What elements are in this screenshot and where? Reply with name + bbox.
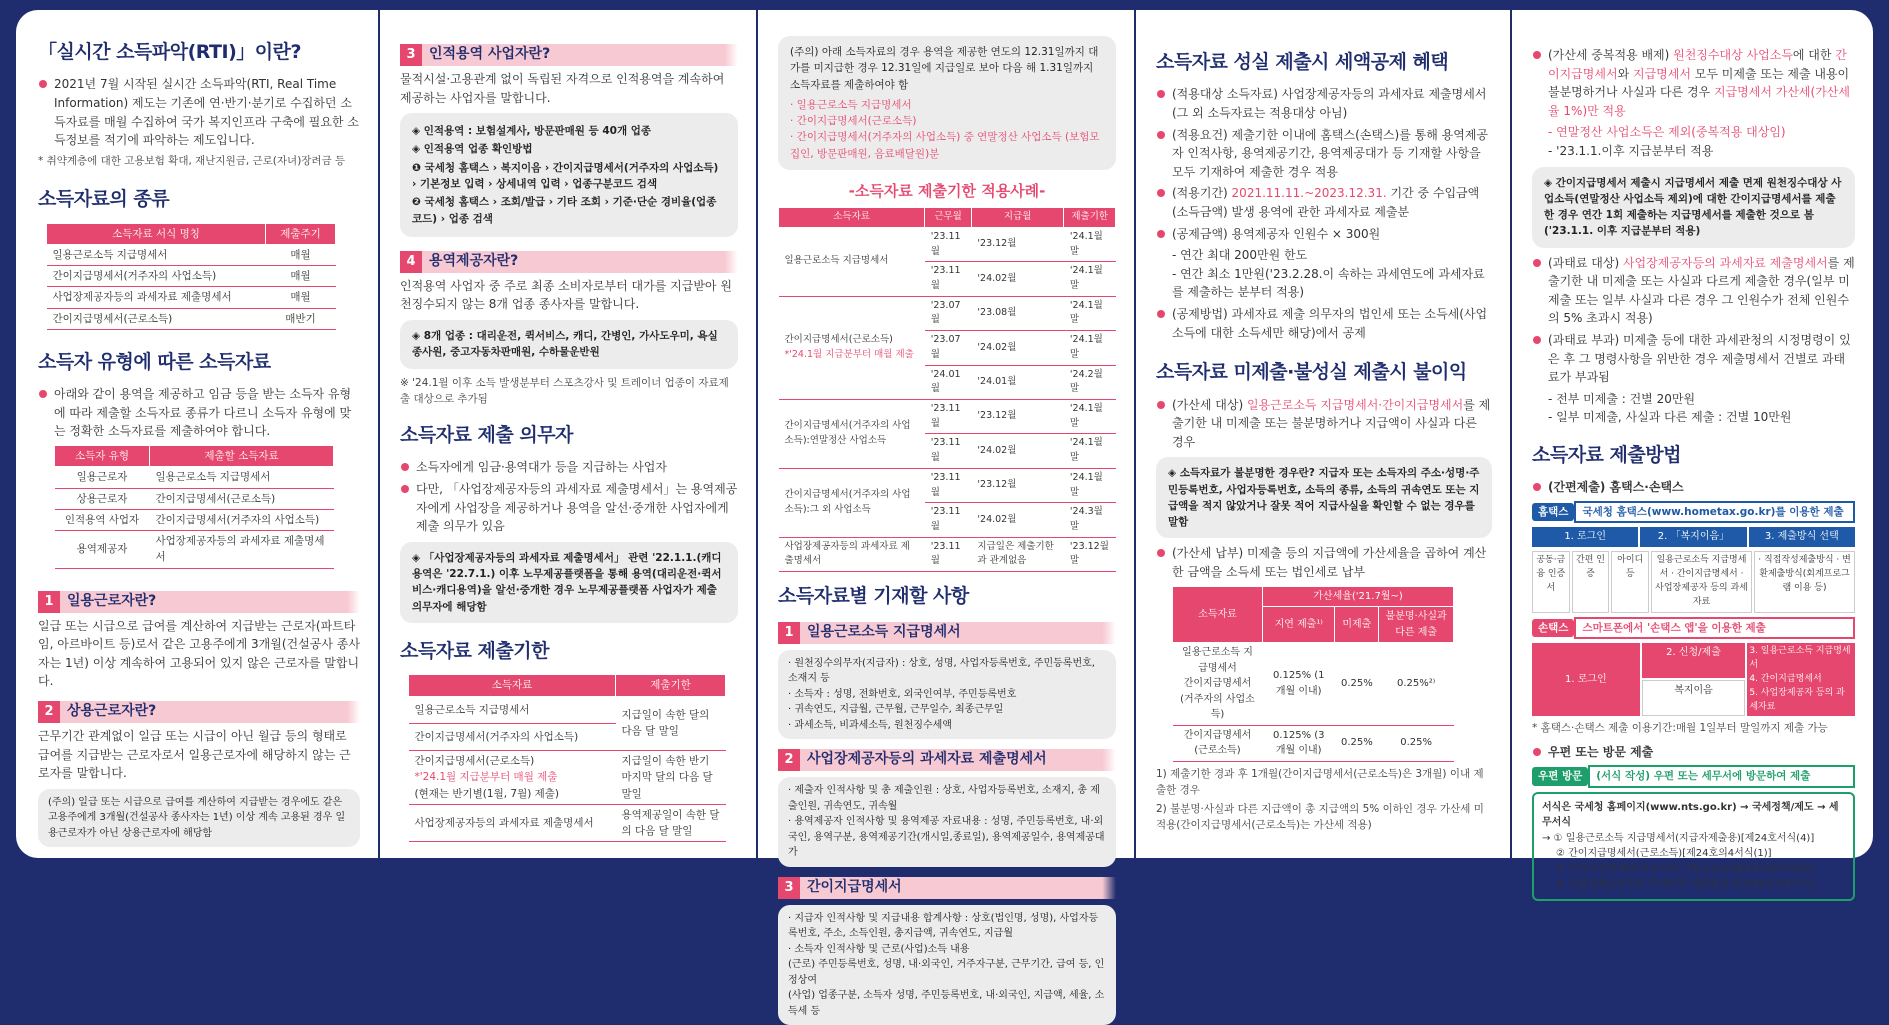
table-cell: 지급일이 속한 반기 마지막 달의 다음 달 말일 [616,751,726,805]
text-span: (가산세 중복적용 배제) [1548,48,1674,62]
items-title: 소득자료별 기재할 사항 [778,585,969,608]
item-line: · 원천징수의무자(지급자) : 상호, 성명, 사업자등록번호, 주민등록번호, 소재지 등 [788,657,1095,685]
method-easy: (간편제출) 홈택스·손택스 [1532,478,1855,497]
table-cell: 0.25% [1335,725,1379,761]
footnote: 2) 불분명·사실과 다른 지급액이 총 지급액의 5% 이하인 경우 가산세 미적용(간이지급명세서(근로소득)는 가산세 적용) [1156,803,1484,832]
step-group [1642,643,1746,717]
deadline-title: 소득자료 제출기한 [400,639,549,662]
earner-type-title: 소득자 유형에 따른 소득자료 [38,350,271,373]
table-cell: 0.125% (1개월 이내) [1263,643,1335,726]
table-cell: 일용근로소득 지급명세서 [150,467,334,488]
post-line: ② 간이지급명세서(근로소득)[제24호의4서식(1)] [1556,848,1772,860]
text-span: 를 제출기한 내 미제출 또는 불분명하거나 지급액이 사실과 다른 경우 [1172,397,1491,449]
duty-item: 소득자에게 임금·용역대가 등을 지급하는 사업자 [400,458,738,477]
item-line: (근로) 주민등록번호, 성명, 내·외국인, 거주자구분, 근무기간, 급여 등, 인정상여 [788,959,1105,986]
box-line: ❶ 국세청 홈택스 › 복지이음 › 간이지급명세서(거주자의 사업소득) › 기본정보 입력 › 상세내역 입력 › 업종구분코드 검색 [412,161,719,190]
sontax-note: * 홈택스·손택스 제출 이용기간:매월 1일부터 말일까지 제출 가능 [1532,722,1828,735]
text-span: 지급명세서 가산세(가산세율 1%)만 적용 [1548,85,1850,118]
sontax-steps [1532,643,1855,717]
regular-worker-note: (주의) 일급 또는 시급으로 급여를 계산하여 지급받는 경우에도 같은 고용주에게 3개월(건설공사 종사자는 1년) 이상 계속 고용된 경우 일용근로자가 아닌 상용근로자에 해당함 [38,789,360,848]
section-title: 사업장제공자등의 과세자료 제출명세서 [807,751,1047,768]
table-row [55,488,334,509]
text-span: 간이지급명세서 [1548,48,1847,81]
step: 3. 제출방식 선택 [1749,527,1855,547]
table-row [409,751,726,805]
substep: 일용근로소득 지급명세서 · 간이지급명세서 · 사업장제공자 등의 과세자료 [1651,551,1752,613]
fine-sub: - 일부 미제출, 사실과 다른 제출 : 건별 10만원 [1548,410,1792,425]
table-cell [779,296,925,399]
table-cell: 매월 [266,287,336,308]
table-cell: '23.07월 [925,331,972,365]
post-text: (서식 작성) 우편 또는 세무서에 방문하여 제출 [1588,765,1855,787]
col-header: 제출할 소득자료 [150,446,334,467]
table-cell: 일용근로소득 지급명세서 [779,227,925,296]
table-cell: '24.02월 [971,434,1064,468]
penalty-item: (가산세 납부) 미제출 등의 지급액에 가산세율을 곱하여 계산한 금액을 소득세 또는 법인세로 납부 [1156,544,1492,581]
regular-worker-desc: 근무기간 관계없이 일급 또는 시급이 아닌 월급 등의 형태로 급여를 지급받는 근로자로서 일용근로자에 해당하지 않는 근로자를 말합니다. [38,729,351,781]
table-cell: 사업장제공자등의 과세자료 제출명세서 [47,287,266,308]
item-1-box [778,650,1116,740]
post-line: 서식은 국세청 홈페이지(www.nts.go.kr) → 국세정책/제도 → 세무서식 [1542,801,1839,829]
case-title: -소득자료 제출기한 적용사례- [848,181,1046,200]
table-row [779,296,1116,330]
hometax-steps [1532,527,1855,547]
table-row [55,531,334,569]
deadline-table [408,674,726,842]
cell-line: 간이지급명세서(근로소득) [784,334,893,346]
section-day-worker [38,591,360,613]
penalty-rate-table [1172,586,1454,762]
caution-box [778,36,1116,170]
duty-item: 다만, 「사업장제공자등의 과세자료 제출명세서」는 용역제공자에게 사업장을 제공하거나 용역을 알선·중개한 사업자에게 제출 의무가 있음 [400,480,738,536]
benefit-item: (적용요건) 제출기한 이내에 홈택스(손택스)를 통해 용역제공자 인적사항, 용역제공기간, 용역제공대가 등 기재할 사항을 모두 기재하여 제출한 경우 적용 [1156,126,1492,182]
col-header: 불분명·사실과 다른 제출 [1379,607,1454,643]
personal-service-box [400,113,738,237]
text-span: 지급명세서 [1632,66,1691,81]
text-span: 일용근로소득 지급명세서·간이지급명세서 [1246,397,1464,412]
table-cell: '23.12월말 [1064,537,1116,571]
box-line: ❷ 국세청 홈택스 › 조회/발급 › 기타 조회 › 기준·단순 경비율(업종코드) › 업종 검색 [412,196,717,225]
table-row [779,468,1116,502]
item-line: · 용역제공자 인적사항 및 용역제공 자료내용 : 성명, 주민등록번호, 내·외국인, 용역구분, 용역제공기간(개시일,종료일), 용역제공일수, 용역제공대가 [788,816,1105,859]
earner-type-desc: 아래와 같이 용역을 제공하고 임금 등을 받는 소득자 유형에 따라 제출할 소득자료 종류가 다르니 소득자 유형에 맞는 정확한 소득자료를 제출하여야 합니다. [38,385,360,441]
section-item-2 [778,749,1116,771]
table-row [779,537,1116,571]
column-5 [1510,10,1873,891]
method-post: 우편 또는 방문 제출 [1532,743,1855,762]
text-span: 에 대한 [1792,48,1836,62]
table-cell: 지급일이 속한 달의 다음 달 말일 [616,696,726,751]
table-cell: '23.11월 [925,503,972,537]
table-cell: 0.25%²⁾ [1379,643,1454,726]
benefit-item [1156,184,1492,221]
caution-item: · 간이지급명세서(근로소득) [790,115,917,128]
col-header: 제출주기 [266,223,336,244]
table-cell: 용역제공일이 속한 달의 다음 달 말일 [616,804,726,842]
table-cell: '24.1월말 [1064,468,1116,502]
table-cell: '23.11월 [925,434,972,468]
benefit-item: (공제금액) 용역제공자 인원수 × 300원 [1156,225,1492,244]
table-cell: 간이지급명세서 (근로소득) [1173,725,1263,761]
table-row [779,400,1116,434]
table-cell: 일용근로자 [55,467,150,488]
text-span: (적용기간) [1172,186,1232,201]
item-line: · 지급자 인적사항 및 지급내용 합계사항 : 상호(법인명, 성명), 사업자등록번호, 주소, 소득인원, 총지급액, 귀속연도, 지급월 [788,912,1099,940]
cell-line: 간이지급명세서 (거주자의 사업소득) [1180,678,1255,721]
fine-item [1532,254,1855,328]
table-cell: '24.2월말 [1064,365,1116,399]
rti-footnote: * 취약계층에 대한 고용보험 확대, 재난지원금, 근로(자녀)장려금 등 [38,154,346,167]
item-line: · 소득자 인적사항 및 근로(사업)소득 내용 [788,943,970,955]
table-cell: 간이지급명세서(거주자의 사업소득):연말정산 사업소득 [779,400,925,469]
income-types-title: 소득자료의 종류 [38,188,170,211]
table-cell: '24.1월말 [1064,262,1116,296]
table-cell: '24.1월말 [1064,400,1116,434]
section-number: 2 [778,749,800,771]
step: 1. 로그인 [1532,643,1640,717]
text-span: 를 제출기한 내 미제출 또는 사실과 다르게 제출한 경우(일부 미제출 또는 일부 사실과 다른 경우 그 인원수가 전체 인원수의 5% 초과시 적용) [1548,255,1855,326]
section-number: 1 [38,591,60,613]
table-row [47,287,336,308]
table-cell: '23.11월 [925,262,972,296]
earner-type-table [54,445,334,569]
hometax-row [1532,501,1855,523]
table-cell: '24.01월 [971,365,1064,399]
section-title: 상용근로자란? [67,703,157,720]
dup-penalty-item [1532,46,1855,120]
cell-line: 간이지급명세서(근로소득) [414,755,535,768]
col-header: 소득자료 서식 명칭 [47,223,266,244]
table-cell: 간이지급명세서(근로소득) [47,308,266,329]
benefit-item: (공제방법) 과세자료 제출 의무자의 법인세 또는 소득세(사업소득에 대한 소득세만 해당)에서 공제 [1156,305,1492,342]
text-span: 2021.11.11.~2023.12.31. [1231,186,1387,201]
day-worker-desc: 일급 또는 시급으로 급여를 계산하여 지급받는 근로자(파트타임, 아르바이트 등)로서 같은 고용주에게 3개월(건설공사 종사자는 1년) 이상 계속하여 고용되어 있지 않은 근로자를 말합니다. [38,618,360,689]
table-cell: 간이지급명세서(거주자의 사업소득):그 외 사업소득 [779,468,925,537]
caution-item: · 일용근로소득 지급명세서 [790,98,912,111]
item-2-box [778,777,1116,867]
exemption-box: ◈ 간이지급명세서 제출시 지급명세서 제출 면제 원천징수대상 사업소득(연말정산 사업소득 제외)에 대한 간이지급명세서를 제출한 경우 연간 1회 제출하는 지급명세서를 제출한 것으로 봄('23.1.1. 이후 지급분부터 적용) [1532,167,1855,248]
table-cell: '24.3월말 [1064,503,1116,537]
dup-sub: - '23.1.1.이후 지급분부터 적용 [1548,143,1714,158]
table-cell: 일용근로소득 지급명세서 [47,244,266,265]
section-number: 2 [38,701,60,723]
table-cell: 매월 [266,266,336,287]
col-header: 소득자료 [409,675,616,696]
text-span: 와 [1617,66,1633,81]
col-header: 제출기한 [1064,208,1116,228]
table-cell: 인적용역 사업자 [55,509,150,530]
substep: 간편 인증 [1572,551,1610,613]
table-cell: '24.1월말 [1064,227,1116,261]
section-item-3 [778,877,1116,899]
step: 3. 일용근로소득 지급명세서 4. 간이지급명세서 5. 사업장제공자 등의 과세자료 [1747,643,1855,717]
method-title: 소득자료 제출방법 [1532,443,1681,466]
table-cell: 사업장제공자등의 과세자료 제출명세서 [779,537,925,571]
duty-title: 소득자료 제출 의무자 [400,424,573,447]
table-cell: '24.1월말 [1064,296,1116,330]
table-cell: 사업장제공자등의 과세자료 제출명세서 [409,804,616,842]
text-span: 원천징수대상 사업소득 [1673,48,1793,62]
section-number: 3 [400,44,422,66]
post-tag: 우편 방문 [1532,767,1588,785]
section-personal-service [400,44,738,66]
section-regular-worker [38,701,360,723]
fine-item: (과태료 부과) 미제출 등에 대한 과세관청의 시정명령이 있은 후 그 명령사항을 위반한 경우 제출명세서 건별로 과태료가 부과됨 [1532,331,1855,387]
table-row [409,804,726,842]
section-number: 4 [400,251,422,273]
hometax-substeps [1532,551,1855,613]
substep: 복지이음 [1642,680,1746,717]
personal-service-desc: 물적시설·고용관계 없이 독립된 자격으로 인적용역을 계속하여 제공하는 사업자를 말합니다. [400,72,725,105]
unclear-box: ◈ 소득자료가 불분명한 경우란? 지급자 또는 소득자의 주소·성명·주민등록번호, 사업자등록번호, 소득의 종류, 소득의 귀속연도 또는 지급액을 적지 않았거나 잘못 적어 지급사실을 확인할 수 없는 경우를 말함 [1156,457,1492,538]
benefit-item: (적용대상 소득자료) 사업장제공자등의 과세자료 제출명세서 (그 외 소득자료는 적용대상 아님) [1156,85,1492,122]
table-row [47,266,336,287]
table-cell: 사업장제공자등의 과세자료 제출명세서 [150,531,334,569]
col-header: 가산세율('21.7월~) [1263,586,1454,607]
dup-sub: - 연말정산 사업소득은 제외(중복적용 대상임) [1548,125,1786,140]
substep: · 직접작성제출방식 · 변환제출방식(회계프로그램 이용 등) [1754,551,1855,613]
fine-sub: - 전부 미제출 : 건별 20만원 [1548,391,1696,406]
section-title: 인적용역 사업자란? [429,46,551,63]
sontax-tag: 손택스 [1532,619,1574,637]
item-line: · 귀속연도, 지급월, 근무월, 근무일수, 최종근무일 [788,704,1004,716]
column-4 [1134,10,1510,858]
table-row [409,696,726,723]
table-cell: '23.08월 [971,296,1064,330]
column-1 [16,10,378,858]
col-header: 소득자료 [1173,586,1263,643]
post-line: ④ 사업장제공자등의 과세자료 제출명세서[제33호의2서식] [1556,879,1814,891]
post-line: → ① 일용근로소득 지급명세서(지급자제출용)[제24호서식(4)] [1542,832,1815,844]
caution-text: (주의) 아래 소득자료의 경우 용역을 제공한 연도의 12.31일까지 대가를 미지급한 경우 12.31일에 지급일로 보아 다음 해 1.31일까지 소득자료를 제출하여야 함 [790,46,1099,91]
sontax-row [1532,617,1855,639]
table-cell: '23.12월 [971,400,1064,434]
section-title: 용역제공자란? [429,252,519,269]
table-cell: 간이지급명세서(근로소득) [150,488,334,509]
table-cell: '24.01월 [925,365,972,399]
benefit-title: 소득자료 성실 제출시 세액공제 혜택 [1156,51,1449,73]
step: 2. 신청/제출 [1642,643,1746,678]
table-row [47,244,336,265]
section-title: 일용근로소득 지급명세서 [807,623,961,640]
table-cell: 0.25% [1335,643,1379,726]
table-cell: 간이지급명세서(거주자의 사업소득) [47,266,266,287]
footnote: 1) 제출기한 경과 후 1개월(간이지급명세서(근로소득)은 3개월) 이내 제출한 경우 [1156,767,1484,796]
table-cell: '23.12월 [971,227,1064,261]
text-span: 기간 중 수입금액(소득금액) 발생 용역에 관한 과세자료 제출분 [1172,186,1480,219]
rti-title: 「실시간 소득파악(RTI)」이란? [38,41,301,63]
col-header: 제출기한 [616,675,726,696]
hometax-tag: 홈택스 [1532,503,1574,521]
table-cell: 지급일은 제출기한과 관계없음 [971,537,1064,571]
item-line: · 과세소득, 비과세소득, 원천징수세액 [788,719,952,731]
table-cell [1173,643,1263,726]
col-header: 소득자 유형 [55,446,150,467]
table-cell: 0.25% [1379,725,1454,761]
cell-line: *'24.1월 지급분부터 매월 제출 [784,348,914,360]
table-cell [409,751,616,805]
substep: 공동·금융 인증서 [1532,551,1570,613]
box-line: ◈ 인적용역 업종 확인방법 [412,143,533,156]
service-provider-note: ※ '24.1월 이후 소득 발생분부터 스포츠강사 및 트레이너 업종이 자료제출 대상으로 추가됨 [400,376,729,405]
text-span: (가산세 대상) [1172,397,1247,412]
col-header: 근무월 [925,208,972,228]
hometax-text: 국세청 홈택스(www.hometax.go.kr)를 이용한 제출 [1574,501,1855,523]
section-service-provider [400,251,738,273]
table-cell: '24.02월 [971,331,1064,365]
benefit-sub: - 연간 최대 200만원 한도 [1172,248,1308,263]
table-row [779,227,1116,261]
table-cell: 매월 [266,244,336,265]
section-title: 간이지급명세서 [807,878,902,895]
cell-line: (현재는 반기별(1월, 7월) 제출) [414,787,560,800]
post-box [1532,792,1855,901]
table-cell: '23.11월 [925,227,972,261]
table-cell: '24.02월 [971,262,1064,296]
table-cell: '24.02월 [971,503,1064,537]
penalty-item [1156,396,1492,452]
service-provider-desc: 인적용역 사업자 중 주로 최종 소비자로부터 대가를 지급받아 원천징수되지 않는 8개 업종 종사자를 말합니다. [400,278,732,312]
table-cell: '23.07월 [925,296,972,330]
item-line: · 소득자 : 성명, 전화번호, 외국인여부, 주민등록번호 [788,688,1017,700]
table-cell: '23.12월 [971,468,1064,502]
column-3 [756,10,1134,1017]
col-header: 지연 제출¹⁾ [1263,607,1335,643]
section-number: 3 [778,877,800,899]
table-cell: 0.125% (3개월 이내) [1263,725,1335,761]
table-row [1173,725,1454,761]
benefit-sub: - 연간 최소 1만원('23.2.28.이 속하는 과세연도에 과세자료를 제출하는 분부터 적용) [1172,266,1485,300]
step: 1. 로그인 [1532,527,1638,547]
text-span: 모두 미제출 또는 제출 내용이 불분명하거나 사실과 다른 경우 [1548,66,1850,100]
rti-description: 2021년 7월 시작된 실시간 소득파악(RTI, Real Time Information) 제도는 기존에 연·반기·분기로 수집하던 소득자료를 매월 수집하여 국가 복지인프라 구축에 필요한 소득정보를 적기에 파악하는 제도입니다. [38,75,360,149]
table-cell: 매반기 [266,308,336,329]
step: 2. 「복지이음」 [1640,527,1746,547]
item-line: (사업) 업종구분, 소득자 성명, 주민등록번호, 내·외국인, 지급액, 세율, 소득세 등 [788,990,1105,1017]
case-table [778,207,1116,572]
table-cell: 상용근로자 [55,488,150,509]
cell-line: 일용근로소득 지급명세서 [1182,647,1253,674]
table-cell: '23.11월 [925,468,972,502]
item-3-box [778,905,1116,1025]
text-span: (과태료 대상) [1548,255,1623,270]
table-cell: '24.1월말 [1064,434,1116,468]
column-2 [378,10,756,858]
penalty-title: 소득자료 미제출·불성실 제출시 불이익 [1156,361,1467,384]
text-span: 사업장제공자등의 과세자료 제출명세서 [1622,255,1828,270]
section-number: 1 [778,622,800,644]
sontax-text: 스마트폰에서 '손택스 앱'을 이용한 제출 [1574,617,1855,639]
col-header: 미제출 [1335,607,1379,643]
table-cell: 일용근로소득 지급명세서 [409,696,616,723]
leaflet-page [16,10,1873,1017]
table-cell: '24.1월말 [1064,331,1116,365]
table-row [55,467,334,488]
cell-line: *'24.1월 지급분부터 매월 제출 [414,771,558,784]
service-provider-box: ◈ 8개 업종 : 대리운전, 퀵서비스, 캐디, 간병인, 가사도우미, 욕실종사원, 중고자동차판매원, 수하물운반원 [400,320,738,369]
col-header: 지급월 [971,208,1064,228]
section-title: 일용근로자란? [67,592,157,609]
table-row [1173,643,1454,726]
item-line: · 제출자 인적사항 및 총 제출인원 : 상호, 사업자등록번호, 소재지, 총 제출인원, 귀속연도, 귀속월 [788,785,1100,812]
table-row [47,308,336,329]
table-cell: 간이지급명세서(거주자의 사업소득) [150,509,334,530]
duty-box: ◈ 「사업장제공자등의 과세자료 제출명세서」 관련 '22.1.1.(캐디 용역은 '22.7.1.) 이후 노무제공플랫폼을 통해 용역(대리운전·퀵서비스·캐디용역)을 알선·중개한 경우 노무제공플랫폼 사업자가 제출 의무자에 해당함 [400,542,738,623]
box-line: ◈ 인적용역 : 보험설계사, 방문판매원 등 40개 업종 [412,125,652,138]
table-cell: 간이지급명세서(거주자의 사업소득) [409,723,616,750]
table-row [55,509,334,530]
post-line: ③ 간이지급명세서(거주자의 사업소득)[제24호의4서식(2)] [1556,863,1814,875]
col-header: 소득자료 [779,208,925,228]
table-cell: '23.11월 [925,400,972,434]
income-types-table [46,223,336,330]
table-cell: 용역제공자 [55,531,150,569]
substep: 아이디 등 [1611,551,1649,613]
table-cell: '23.11월 [925,537,972,571]
section-item-1 [778,622,1116,644]
post-row [1532,765,1855,787]
caution-item: · 간이지급명세서(거주자의 사업소득) 중 연말정산 사업소득 (보험모집인, 방문판매원, 음료배달원)분 [790,131,1100,160]
